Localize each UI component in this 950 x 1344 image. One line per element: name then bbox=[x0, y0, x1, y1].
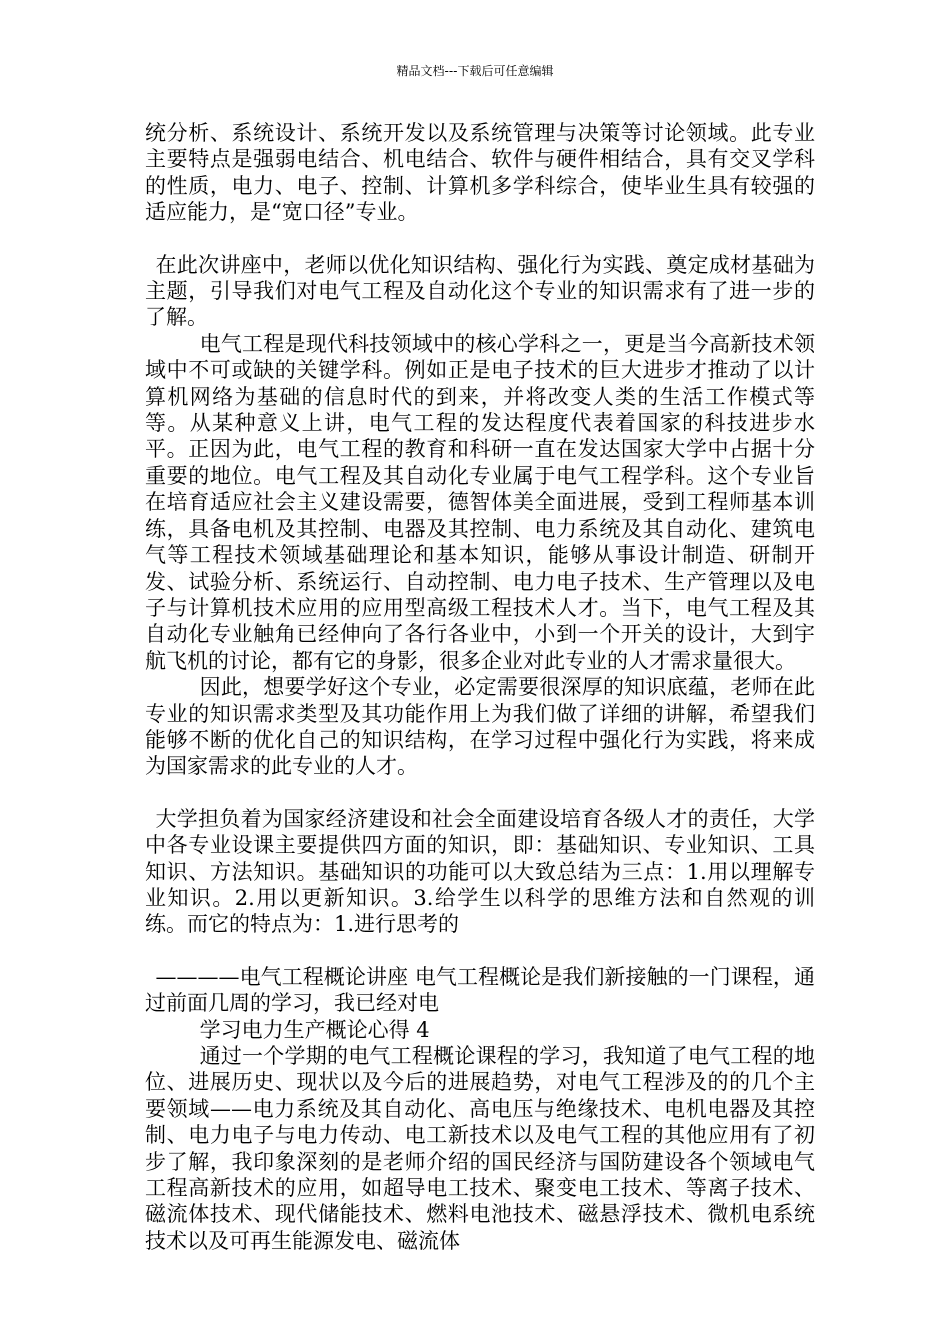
page-header: 精品文档---下载后可任意编辑 bbox=[396, 64, 554, 78]
paragraph-3: 电气工程是现代科技领域中的核心学科之一，更是当今高新技术领域中不可或缺的关键学科。例如正是电子技术的巨大进步才推动了以计算机网络为基础的信息时代的到来，并将改变人类的生活工作模式等等。从某种意义上讲，电气工程的发达程度代表着国家的科技进步水平。正因为此，电气工程的教育和科研一直在发达国家大学中占据十分重要的地位。电气工程及其自动化专业属于电气工程学科。这个专业旨在培育适应社会主义建设需要，德智体美全面进展，受到工程师基本训练，具备电机及其控制、电器及其控制、电力系统及其自动化、建筑电气等工程技术领域基础理论和基本知识，能够从事设计制造、研制开发、试验分析、系统运行、自动控制、电力电子技术、生产管理以及电子与计算机技术应用的应用型高级工程技术人才。当下，电气工程及其自动化专业触角已经伸向了各行各业中，小到一个开关的设计，大到宇航飞机的讨论，都有它的身影，很多企业对此专业的人才需求量很大。 bbox=[145, 331, 815, 673]
paragraph-5: 大学担负着为国家经济建设和社会全面建设培育各级人才的责任，大学中各专业设课主要提供四方面的知识，即：基础知识、专业知识、工具知识、方法知识。基础知识的功能可以大致总结为三点：1.用以理解专业知识。2.用以更新知识。3.给学生以科学的思维方法和自然观的训练。而它的特点为：1.进行思考的 bbox=[145, 806, 815, 937]
section-heading: 学习电力生产概论心得 4 bbox=[199, 1017, 430, 1042]
paragraph-4: 因此，想要学好这个专业，必定需要很深厚的知识底蕴，老师在此专业的知识需求类型及其功能作用上为我们做了详细的讲解，希望我们能够不断的优化自己的知识结构，在学习过程中强化行为实践，将来成为国家需求的此专业的人才。 bbox=[145, 675, 815, 779]
paragraph-gap bbox=[145, 780, 815, 806]
document-body bbox=[145, 120, 815, 1254]
paragraph-gap bbox=[145, 226, 815, 252]
paragraph-6: ————电气工程概论讲座 电气工程概论是我们新接触的一门课程，通过前面几周的学习，我已经对电 bbox=[145, 964, 815, 1016]
paragraph-2: 在此次讲座中，老师以优化知识结构、强化行为实践、奠定成材基础为主题，引导我们对电气工程及自动化这个专业的知识需求有了进一步的了解。 bbox=[145, 252, 815, 330]
paragraph-gap bbox=[145, 938, 815, 964]
paragraph-1: 统分析、系统设计、系统开发以及系统管理与决策等讨论领域。此专业主要特点是强弱电结合、机电结合、软件与硬件相结合，具有交叉学科的性质，电力、电子、控制、计算机多学科综合，使毕业生具有较强的适应能力，是“宽口径”专业。 bbox=[145, 121, 815, 225]
paragraph-7: 通过一个学期的电气工程概论课程的学习，我知道了电气工程的地位、进展历史、现状以及今后的进展趋势，对电气工程涉及的的几个主要领域——电力系统及其自动化、高电压与绝缘技术、电机电器及其控制、电力电子与电力传动、电工新技术以及电气工程的其他应用有了初步了解，我印象深刻的是老师介绍的国民经济与国防建设各个领域电气工程高新技术的应用，如超导电工技术、聚变电工技术、等离子技术、磁流体技术、现代储能技术、燃料电池技术、磁悬浮技术、微机电系统技术以及可再生能源发电、磁流体 bbox=[145, 1044, 815, 1253]
